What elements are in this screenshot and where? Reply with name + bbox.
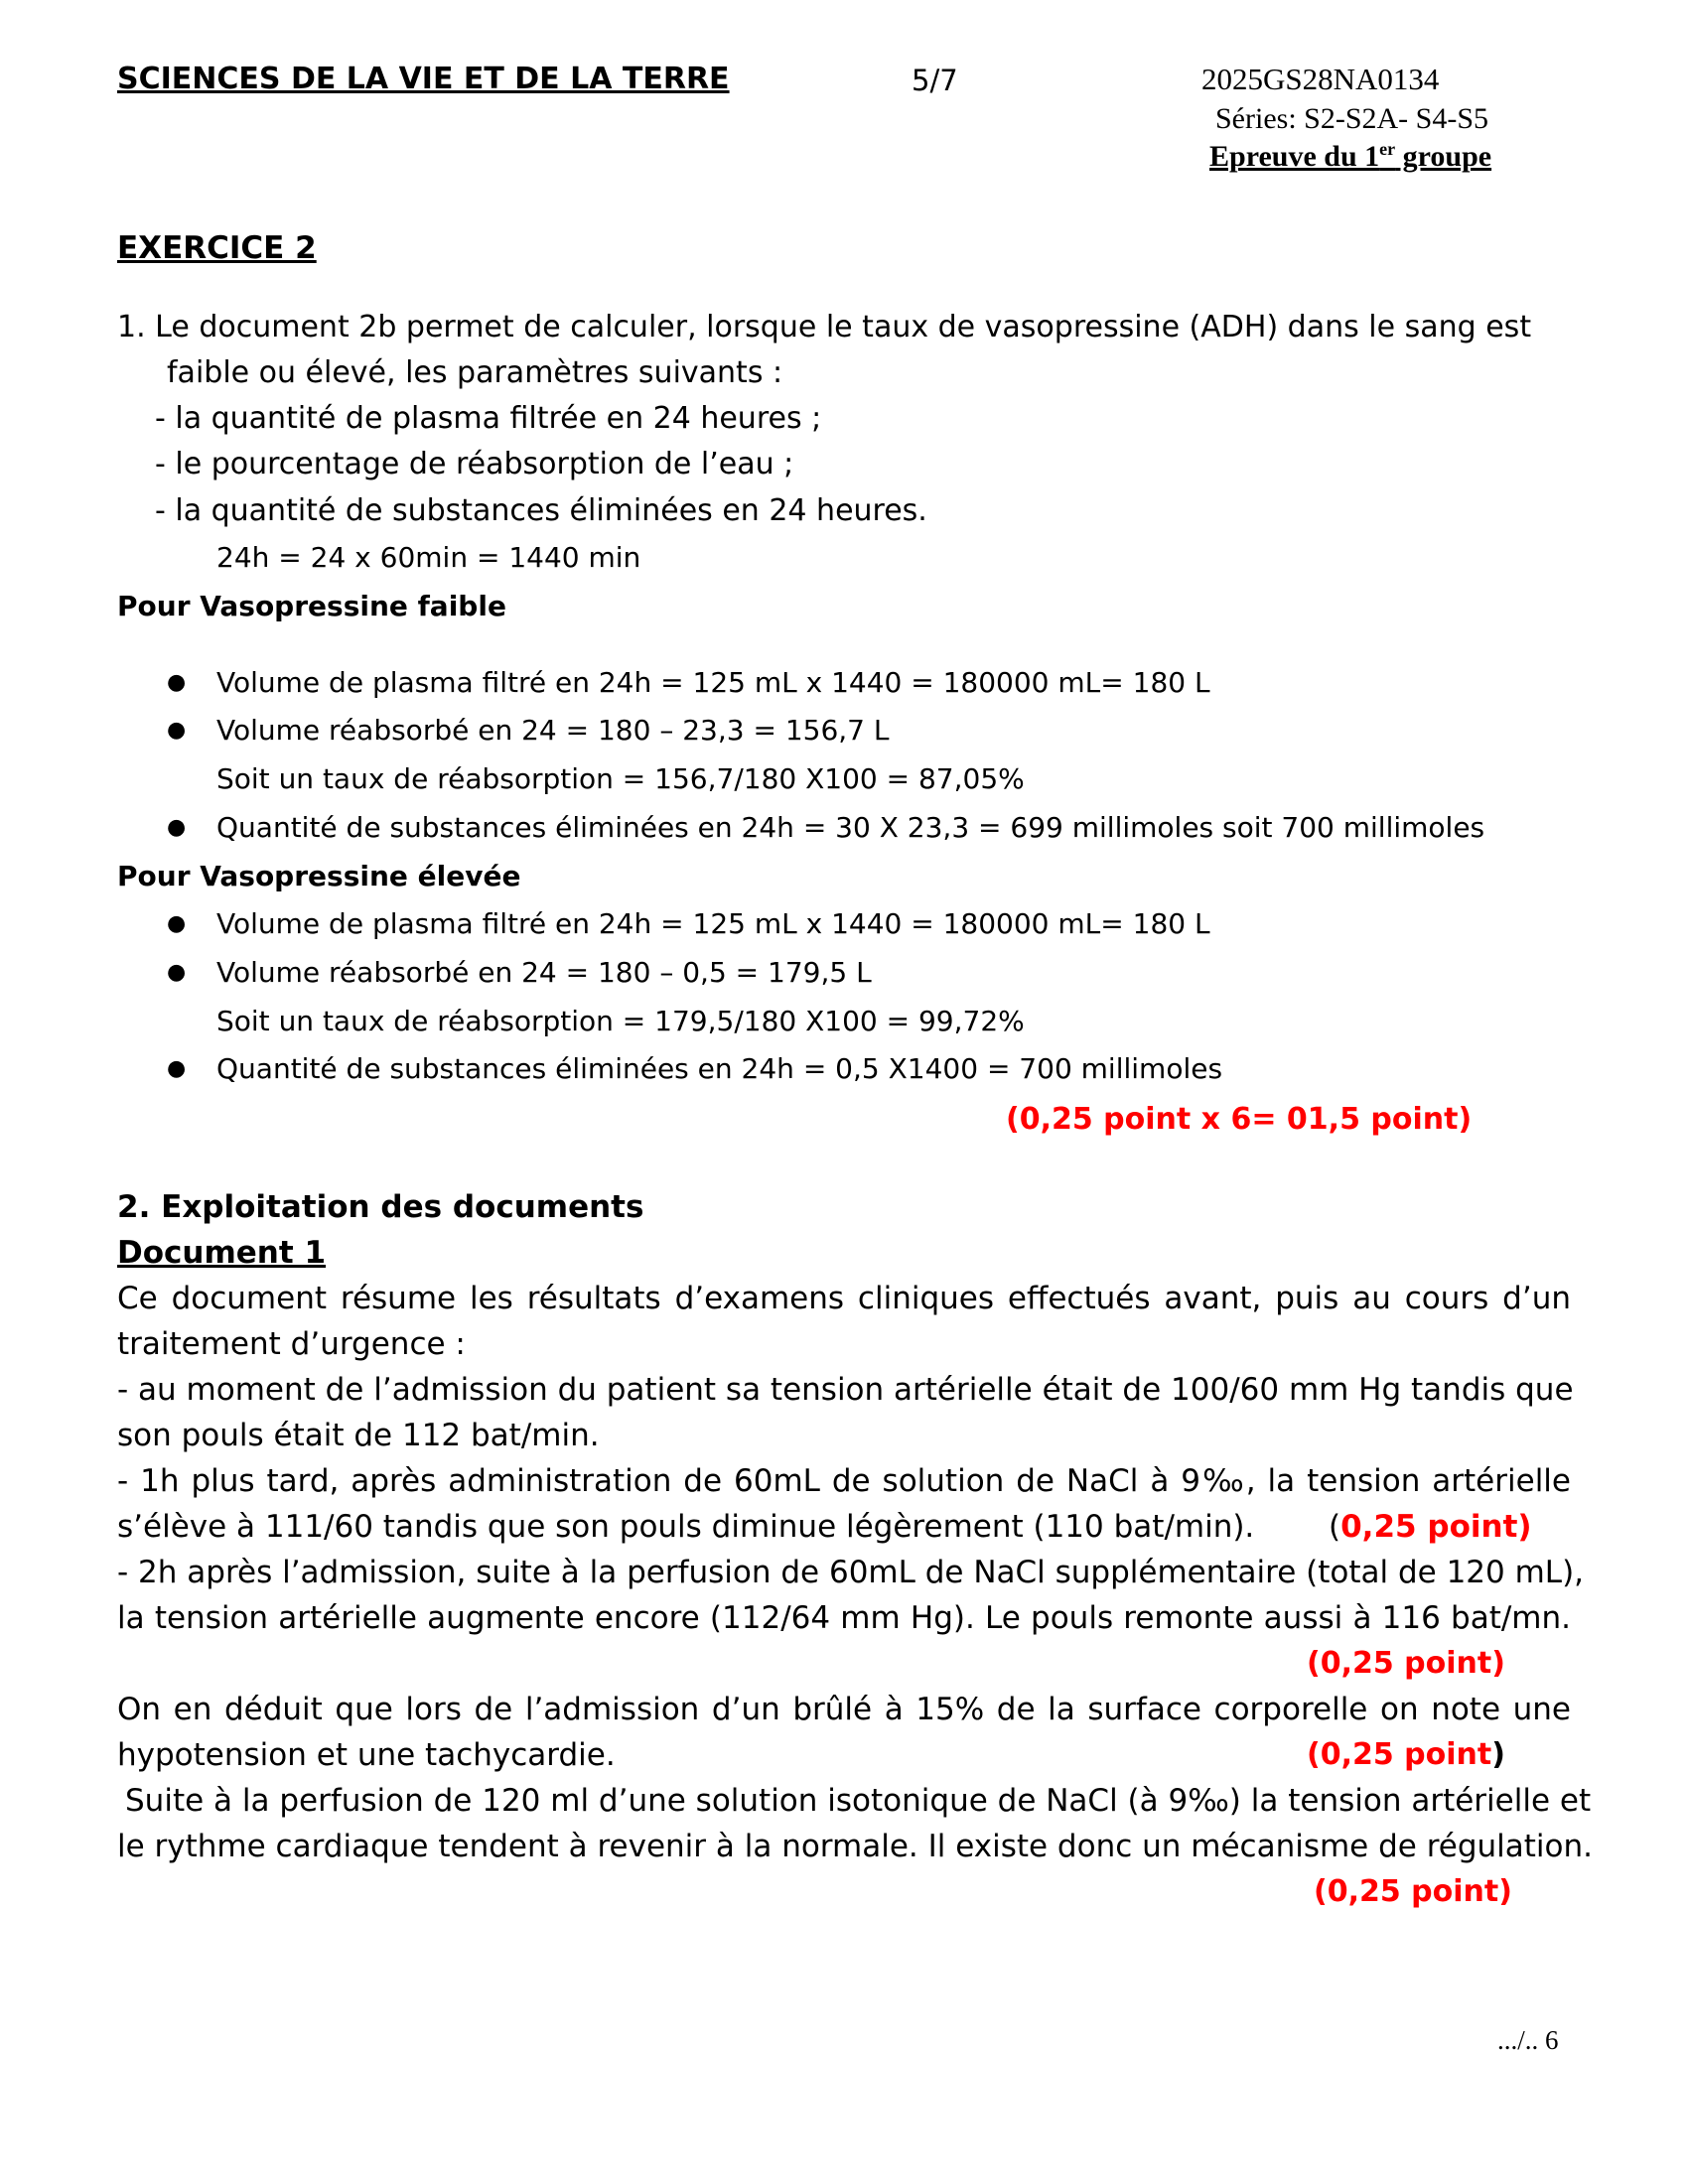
doc1-score-1 — [1329, 1509, 1532, 1545]
page-number: 5/7 — [912, 64, 958, 97]
q1-score: (0,25 point x 6= 01,5 point) — [1006, 1102, 1473, 1137]
high-vasopressin-title: Pour Vasopressine élevée — [117, 860, 521, 892]
q2-title: 2. Exploitation des documents — [117, 1189, 644, 1225]
doc1-line: s’élève à 111/60 tandis que son pouls diminue légèrement (110 bat/min). — [117, 1509, 1255, 1545]
q1-item: - la quantité de plasma filtrée en 24 heures ; — [155, 401, 822, 436]
doc1-score-3-value: (0,25 point — [1307, 1737, 1492, 1772]
page-footer: .../.. 6 — [1497, 2025, 1559, 2055]
doc1-line: - au moment de l’admission du patient sa tension artérielle était de 100/60 mm Hg tandis que — [117, 1372, 1574, 1408]
doc1-line: - 2h après l’admission, suite à la perfusion de 60mL de NaCl supplémentaire (total de 120 mL), — [117, 1555, 1585, 1590]
exam-group-sup: er — [1379, 139, 1396, 159]
doc1-line: son pouls était de 112 bat/min. — [117, 1418, 600, 1453]
bullet-icon: ● — [167, 960, 187, 985]
doc1-score-1-value: 0,25 point) — [1340, 1509, 1532, 1545]
exam-series: Séries: S2-S2A- S4-S5 — [1215, 102, 1489, 135]
exam-group-suffix: groupe — [1395, 140, 1492, 173]
doc1-line: la tension artérielle augmente encore (112/64 mm Hg). Le pouls remonte aussi à 116 bat/mn. — [117, 1600, 1571, 1636]
bullet-icon: ● — [167, 718, 187, 743]
doc1-score-2: (0,25 point) — [1307, 1646, 1505, 1681]
doc1-line: hypotension et une tachycardie. — [117, 1737, 616, 1773]
page — [117, 0, 1594, 2184]
doc1-score-1-open: ( — [1329, 1509, 1341, 1545]
low-reabsorption-rate: Soit un taux de réabsorption = 156,7/180 X100 = 87,05% — [216, 762, 1025, 795]
doc1-line: On en déduit que lors de l’admission d’un brûlé à 15% de la surface corporelle on note une — [117, 1692, 1571, 1727]
exercise-title: EXERCICE 2 — [117, 230, 317, 266]
exam-code: 2025GS28NA0134 — [1201, 62, 1440, 96]
low-eliminated-substances: Quantité de substances éliminées en 24h = 30 X 23,3 = 699 millimoles soit 700 millimoles — [216, 811, 1485, 844]
doc1-score-4: (0,25 point) — [1314, 1874, 1512, 1909]
doc1-line: traitement d’urgence : — [117, 1326, 466, 1362]
bullet-icon: ● — [167, 670, 187, 695]
high-reabsorbed-volume: Volume réabsorbé en 24 = 180 – 0,5 = 179,5 L — [216, 956, 872, 989]
doc1-score-3-close: ) — [1491, 1737, 1505, 1772]
time-conversion: 24h = 24 x 60min = 1440 min — [216, 541, 641, 574]
q1-line-2: faible ou élevé, les paramètres suivants : — [167, 355, 783, 390]
bullet-icon: ● — [167, 1056, 187, 1081]
doc1-line: - 1h plus tard, après administration de 60mL de solution de NaCl à 9‰, la tension artérielle — [117, 1463, 1571, 1499]
doc1-score-3 — [1307, 1737, 1505, 1772]
subject-title: SCIENCES DE LA VIE ET DE LA TERRE — [117, 62, 730, 96]
exam-group — [1209, 139, 1491, 174]
document-1-title: Document 1 — [117, 1235, 327, 1271]
q1-item: - la quantité de substances éliminées en 24 heures. — [155, 493, 927, 528]
exam-group-prefix: Epreuve du 1 — [1209, 140, 1380, 173]
low-reabsorbed-volume: Volume réabsorbé en 24 = 180 – 23,3 = 156,7 L — [216, 714, 890, 747]
high-filtered-volume: Volume de plasma filtré en 24h = 125 mL x 1440 = 180000 mL= 180 L — [216, 907, 1210, 940]
doc1-line: le rythme cardiaque tendent à revenir à la normale. Il existe donc un mécanisme de régulation. — [117, 1829, 1594, 1864]
q1-item: - le pourcentage de réabsorption de l’eau ; — [155, 447, 794, 481]
high-eliminated-substances: Quantité de substances éliminées en 24h = 0,5 X1400 = 700 millimoles — [216, 1052, 1223, 1085]
low-vasopressin-title: Pour Vasopressine faible — [117, 590, 506, 622]
doc1-line: Suite à la perfusion de 120 ml d’une solution isotonique de NaCl (à 9‰) la tension artérielle et — [125, 1783, 1592, 1819]
low-filtered-volume: Volume de plasma filtré en 24h = 125 mL x 1440 = 180000 mL= 180 L — [216, 666, 1210, 699]
bullet-icon: ● — [167, 815, 187, 840]
bullet-icon: ● — [167, 911, 187, 936]
q1-line-1: 1. Le document 2b permet de calculer, lorsque le taux de vasopressine (ADH) dans le sang est — [117, 310, 1532, 344]
high-reabsorption-rate: Soit un taux de réabsorption = 179,5/180 X100 = 99,72% — [216, 1005, 1025, 1037]
doc1-line: Ce document résume les résultats d’examens cliniques effectués avant, puis au cours d’un — [117, 1281, 1571, 1316]
